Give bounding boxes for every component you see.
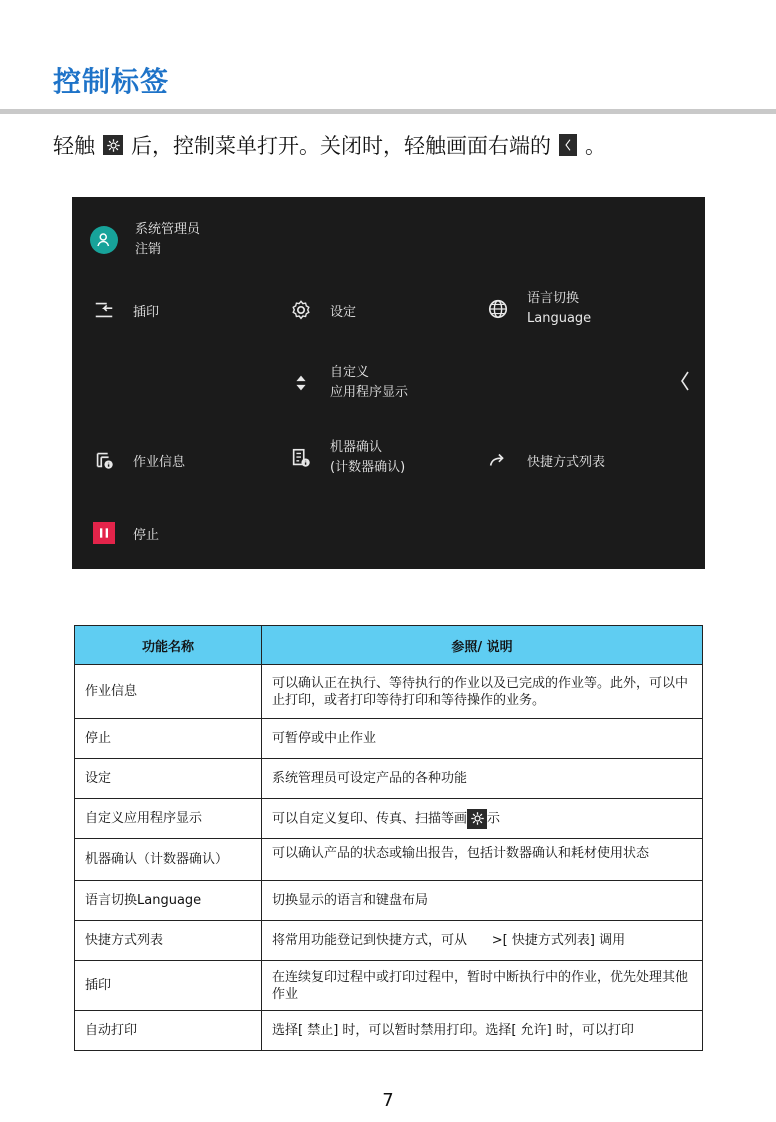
- machine-check-icon: [289, 446, 313, 470]
- stop-button[interactable]: [93, 522, 159, 544]
- row-desc: 可暂停或中止作业: [262, 719, 703, 759]
- row-desc: 选择[ 禁止] 时，可以暂时禁用打印。选择[ 允许] 时，可以打印: [262, 1011, 703, 1051]
- shortcut-list-button[interactable]: [486, 448, 605, 472]
- gear-icon: [289, 298, 313, 322]
- sort-icon: [289, 371, 313, 395]
- section-title: 控制标签: [53, 65, 170, 98]
- row-name: 自动打印: [75, 1011, 262, 1051]
- shortcut-icon: [486, 448, 510, 472]
- row-desc-part2: 示: [487, 811, 501, 826]
- table-row: [75, 759, 703, 799]
- row-desc: 可以确认产品的状态或输出报告，包括计数器确认和耗材使用状态: [262, 839, 703, 881]
- chevron-left-icon[interactable]: [678, 369, 692, 393]
- row-desc: 在连续复印过程中或打印过程中，暂时中断执行中的作业，优先处理其他作业: [262, 961, 703, 1011]
- globe-icon: [486, 297, 510, 321]
- pause-icon: [93, 522, 115, 544]
- table-header-row: [75, 626, 703, 665]
- row-name: 自定义应用程序显示: [75, 799, 262, 839]
- interrupt-button[interactable]: [92, 298, 159, 322]
- job-info-label: 作业信息: [133, 454, 186, 470]
- title-divider: [0, 109, 776, 114]
- logout-link[interactable]: 注销: [135, 242, 162, 257]
- row-desc: 系统管理员可设定产品的各种功能: [262, 759, 703, 799]
- shortcut-list-label: 快捷方式列表: [527, 454, 606, 470]
- machine-check-label: 机器确认: [330, 440, 383, 455]
- table-row: [75, 799, 703, 839]
- interrupt-icon: [92, 298, 116, 322]
- machine-check-button[interactable]: [289, 438, 405, 478]
- language-button[interactable]: [486, 289, 591, 329]
- table-row: [75, 921, 703, 961]
- function-reference-table: [74, 625, 703, 1051]
- table-row: [75, 961, 703, 1011]
- custom-app-label: 自定义: [330, 365, 370, 380]
- custom-app-display-button[interactable]: [289, 363, 408, 403]
- row-desc: [262, 799, 703, 839]
- gear-icon: [103, 135, 123, 155]
- intro-part2: 后，控制菜单打开。关闭时，轻触画面右端的: [131, 134, 551, 158]
- language-label-en: Language: [527, 311, 592, 326]
- row-desc: 可以确认正在执行、等待执行的作业以及已完成的作业等。此外，可以中止打印，或者打印等待打印和等待操作的业务。: [262, 665, 703, 719]
- row-desc: 切换显示的语言和键盘布局: [262, 881, 703, 921]
- row-name: 插印: [75, 961, 262, 1011]
- row-name: 设定: [75, 759, 262, 799]
- page-number: 7: [382, 1090, 394, 1111]
- control-menu-panel: [72, 197, 705, 569]
- row-name: 作业信息: [75, 665, 262, 719]
- header-function-name: 功能名称: [75, 626, 262, 665]
- custom-app-label2: 应用程序显示: [330, 385, 409, 400]
- machine-check-label2: (计数器确认): [330, 460, 406, 475]
- table-row: [75, 881, 703, 921]
- intro-part1: 轻触: [53, 134, 95, 158]
- stop-label: 停止: [133, 527, 160, 543]
- row-desc-part1: 可以自定义复印、传真、扫描等画: [272, 811, 468, 826]
- row-name: 语言切换Language: [75, 881, 262, 921]
- user-name: 系统管理员: [135, 222, 201, 237]
- row-name: 机器确认（计数器确认）: [75, 839, 262, 881]
- interrupt-label: 插印: [133, 304, 160, 320]
- row-desc: 将常用功能登记到快捷方式，可从 >[ 快捷方式列表] 调用: [262, 921, 703, 961]
- header-reference: 参照/ 说明: [262, 626, 703, 665]
- row-name: 快捷方式列表: [75, 921, 262, 961]
- table-row: [75, 719, 703, 759]
- language-label: 语言切换: [527, 291, 580, 306]
- chevron-left-icon: [559, 134, 577, 156]
- user-avatar-icon: [90, 226, 118, 254]
- table-row: [75, 665, 703, 719]
- job-info-icon: [92, 448, 116, 472]
- intro-part3: 。: [585, 134, 606, 158]
- intro-text: [53, 130, 606, 160]
- gear-icon: [467, 809, 487, 829]
- table-row: [75, 839, 703, 881]
- job-info-button[interactable]: [92, 448, 185, 472]
- table-row: [75, 1011, 703, 1051]
- settings-label: 设定: [330, 304, 357, 320]
- user-account[interactable]: [90, 220, 200, 260]
- settings-button[interactable]: [289, 298, 356, 322]
- row-name: 停止: [75, 719, 262, 759]
